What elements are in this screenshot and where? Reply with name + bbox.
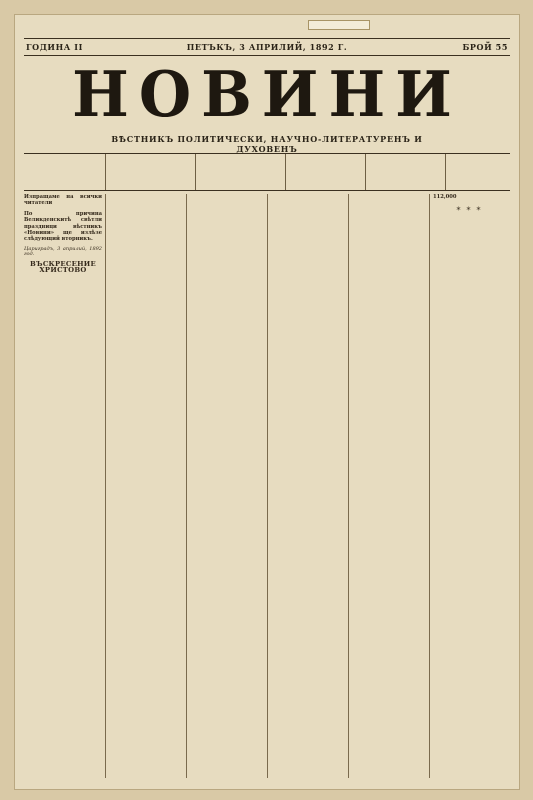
newspaper-title: НОВИНИ (72, 58, 462, 132)
year-label: ГОДИНА II (26, 42, 83, 52)
article-columns (24, 194, 510, 778)
article-headline: ВЪСКРЕСЕНИЕ ХРИСТОВО (29, 260, 97, 274)
newspaper-page (14, 14, 520, 790)
column-5 (348, 194, 430, 778)
info-strip (24, 153, 510, 191)
section-divider-stars: *** (456, 206, 487, 216)
holiday-announcement: По причина Великденскитѣ свѣтли праздници вѣстникъ «Новини» ще излѣзе слѣдующий вторникъ. (24, 210, 102, 243)
archive-tag (308, 20, 370, 30)
lead-text: Изпращаме на всички читатели (24, 194, 102, 207)
info-cell-schedule (286, 154, 366, 190)
column-6 (429, 194, 510, 778)
column-3 (186, 194, 268, 778)
column-4 (267, 194, 349, 778)
issue-label: БРОЙ 55 (462, 42, 508, 52)
info-cell-letters (366, 154, 446, 190)
column-6-number: 112,000 (433, 194, 457, 200)
date-bar (24, 38, 510, 56)
info-cell-editorial (24, 154, 106, 190)
info-cell-subscriptions (196, 154, 286, 190)
info-cell-ads (446, 154, 510, 190)
column-1 (24, 194, 102, 778)
info-cell-prices (106, 154, 196, 190)
date-label: ПЕТЪКЪ, 3 АПРИЛИЙ, 1892 Г. (186, 42, 348, 52)
place-date-line: Цариградъ, 3 априлий, 1892 год. (24, 245, 102, 258)
column-2 (105, 194, 187, 778)
newspaper-subtitle: ВѢСТНИКЪ ПОЛИТИЧЕСКИ, НАУЧНО-ЛИТЕРАТУРЕНЪ И ДУХОВЕНЪ (111, 134, 423, 154)
